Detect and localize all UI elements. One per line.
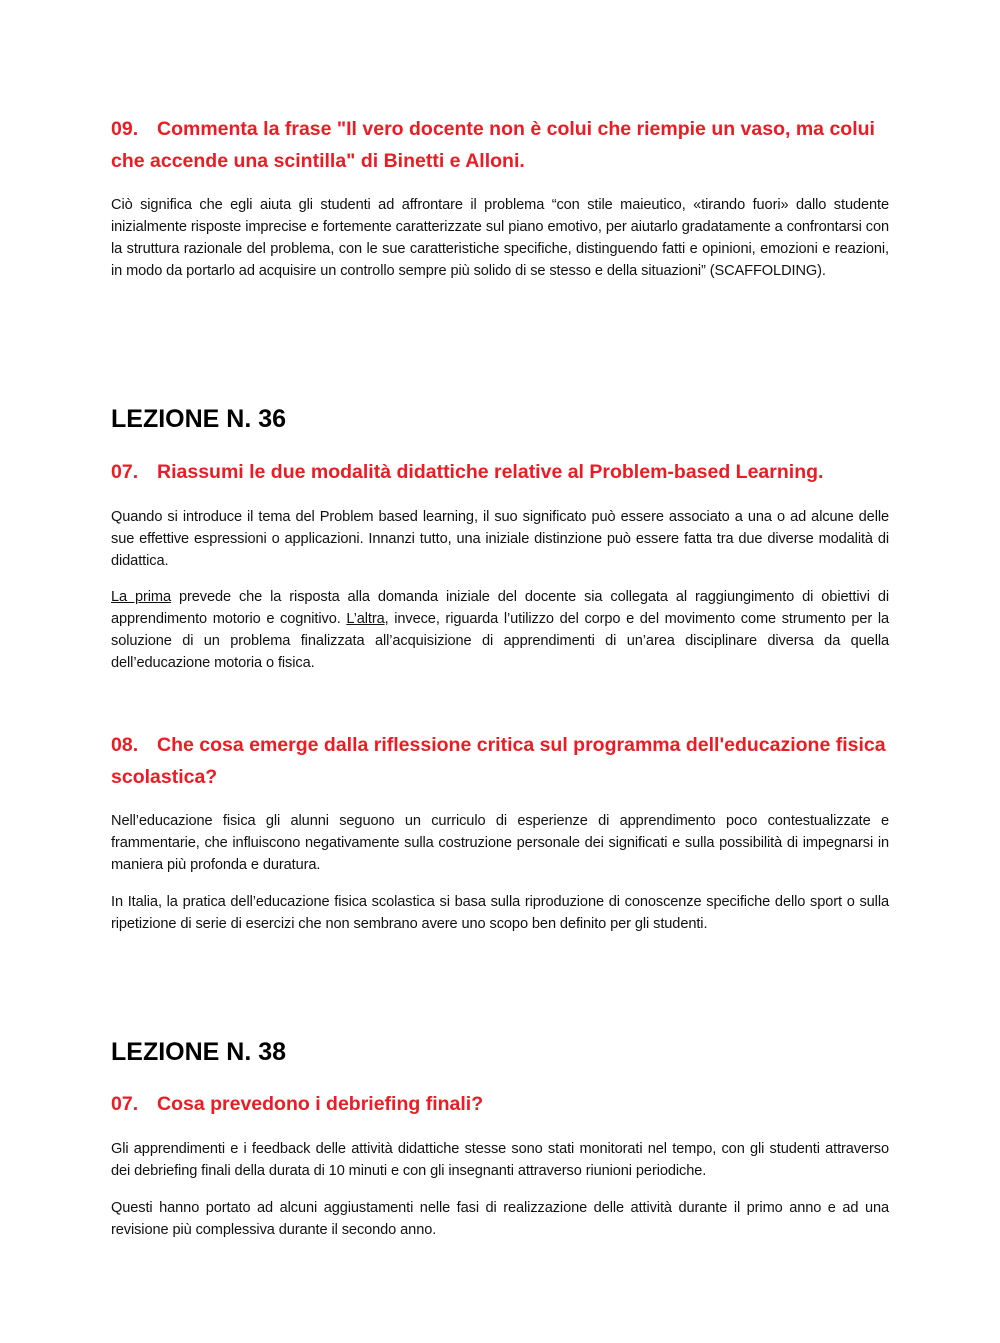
answer-paragraph: In Italia, la pratica dell’educazione fisica scolastica si basa sulla riproduzione di conoscenze specifiche dello sport o sulla ripetizione di serie di esercizi che non sembrano avere uno scopo ben definito per gli studenti. <box>111 894 889 932</box>
question-09 <box>111 113 889 177</box>
question-text: Cosa prevedono i debriefing finali? <box>157 1093 484 1115</box>
answer-paragraph: Gli apprendimenti e i feedback delle attività didattiche stesse sono stati monitorati nel tempo, con gli studenti attraverso dei debriefing finali della durata di 10 minuti e con gli insegnanti attraverso riunioni periodiche. <box>111 1141 889 1179</box>
question-heading <box>111 456 889 488</box>
question-text: Commenta la frase "Il vero docente non è colui che riempie un vaso, ma colui che accende una scintilla" di Binetti e Alloni. <box>111 118 875 172</box>
question-heading <box>111 113 889 177</box>
question-heading <box>111 729 889 793</box>
answer-paragraph <box>111 586 889 674</box>
answer-36-07-p2 <box>111 586 889 674</box>
lesson-38-heading-block <box>111 1036 889 1068</box>
question-number: 07. <box>111 461 139 483</box>
question-number: 07. <box>111 1093 139 1115</box>
question-number: 09. <box>111 118 139 140</box>
answer-36-08-p1 <box>111 810 889 876</box>
answer-09 <box>111 194 889 282</box>
answer-text: prevede che la risposta alla domanda iniziale del docente sia collegata al raggiungimento di obiettivi di apprendimento motorio e cognitivo. <box>111 589 889 627</box>
answer-paragraph: Ciò significa che egli aiuta gli studenti ad affrontare il problema “con stile maieutico, «tirando fuori» dallo studente inizialmente risposte imprecise e fortemente caratterizzate sul piano emotivo, per aiutarlo gradatamente a confrontarsi con la struttura razionale del problema, con le sue caratteristiche specifiche, distinguendo fatti e opinioni, emozioni e reazioni, in modo da portarlo ad acquisire un controllo sempre più solido di se stesso e della situazioni” (SCAFFOLDING). <box>111 197 889 279</box>
lesson-heading: LEZIONE N. 36 <box>111 405 287 433</box>
answer-text: invece, riguarda l’utilizzo del corpo e del movimento come strumento per la soluzione di un problema finalizzata all’acquisizione di apprendimenti di un’area disciplinare diversa da quella dell’educazione motoria o fisica. <box>111 611 889 671</box>
underlined-term: La prima <box>111 589 171 605</box>
lesson-heading: LEZIONE N. 38 <box>111 1038 287 1066</box>
question-text: Riassumi le due modalità didattiche relative al Problem-based Learning. <box>157 461 824 483</box>
lesson-36-heading-block <box>111 403 889 435</box>
underlined-term: L’altra, <box>346 611 389 627</box>
answer-38-07-p2 <box>111 1197 889 1241</box>
question-heading <box>111 1088 889 1120</box>
answer-36-07-p1 <box>111 506 889 572</box>
question-text: Che cosa emerge dalla riflessione critica sul programma dell'educazione fisica scolastica? <box>111 734 886 788</box>
question-38-07 <box>111 1088 889 1120</box>
answer-paragraph: Nell’educazione fisica gli alunni seguono un curriculo di esperienze di apprendimento poco contestualizzate e frammentarie, che influiscono negativamente sulla costruzione personale dei significati e sulla possibilità di impegnarsi in maniera più profonda e duratura. <box>111 813 889 873</box>
answer-38-07-p1 <box>111 1138 889 1182</box>
answer-paragraph: Questi hanno portato ad alcuni aggiustamenti nelle fasi di realizzazione delle attività durante il primo anno e ad una revisione più complessiva durante il secondo anno. <box>111 1200 889 1238</box>
question-number: 08. <box>111 734 139 756</box>
question-36-07 <box>111 456 889 488</box>
answer-paragraph: Quando si introduce il tema del Problem based learning, il suo significato può essere associato a una o ad alcune delle sue effettive espressioni o applicazioni. Innanzi tutto, una iniziale distinzione può essere fatta tra due diverse modalità di didattica. <box>111 509 889 569</box>
question-36-08 <box>111 729 889 793</box>
answer-36-08-p2 <box>111 891 889 935</box>
